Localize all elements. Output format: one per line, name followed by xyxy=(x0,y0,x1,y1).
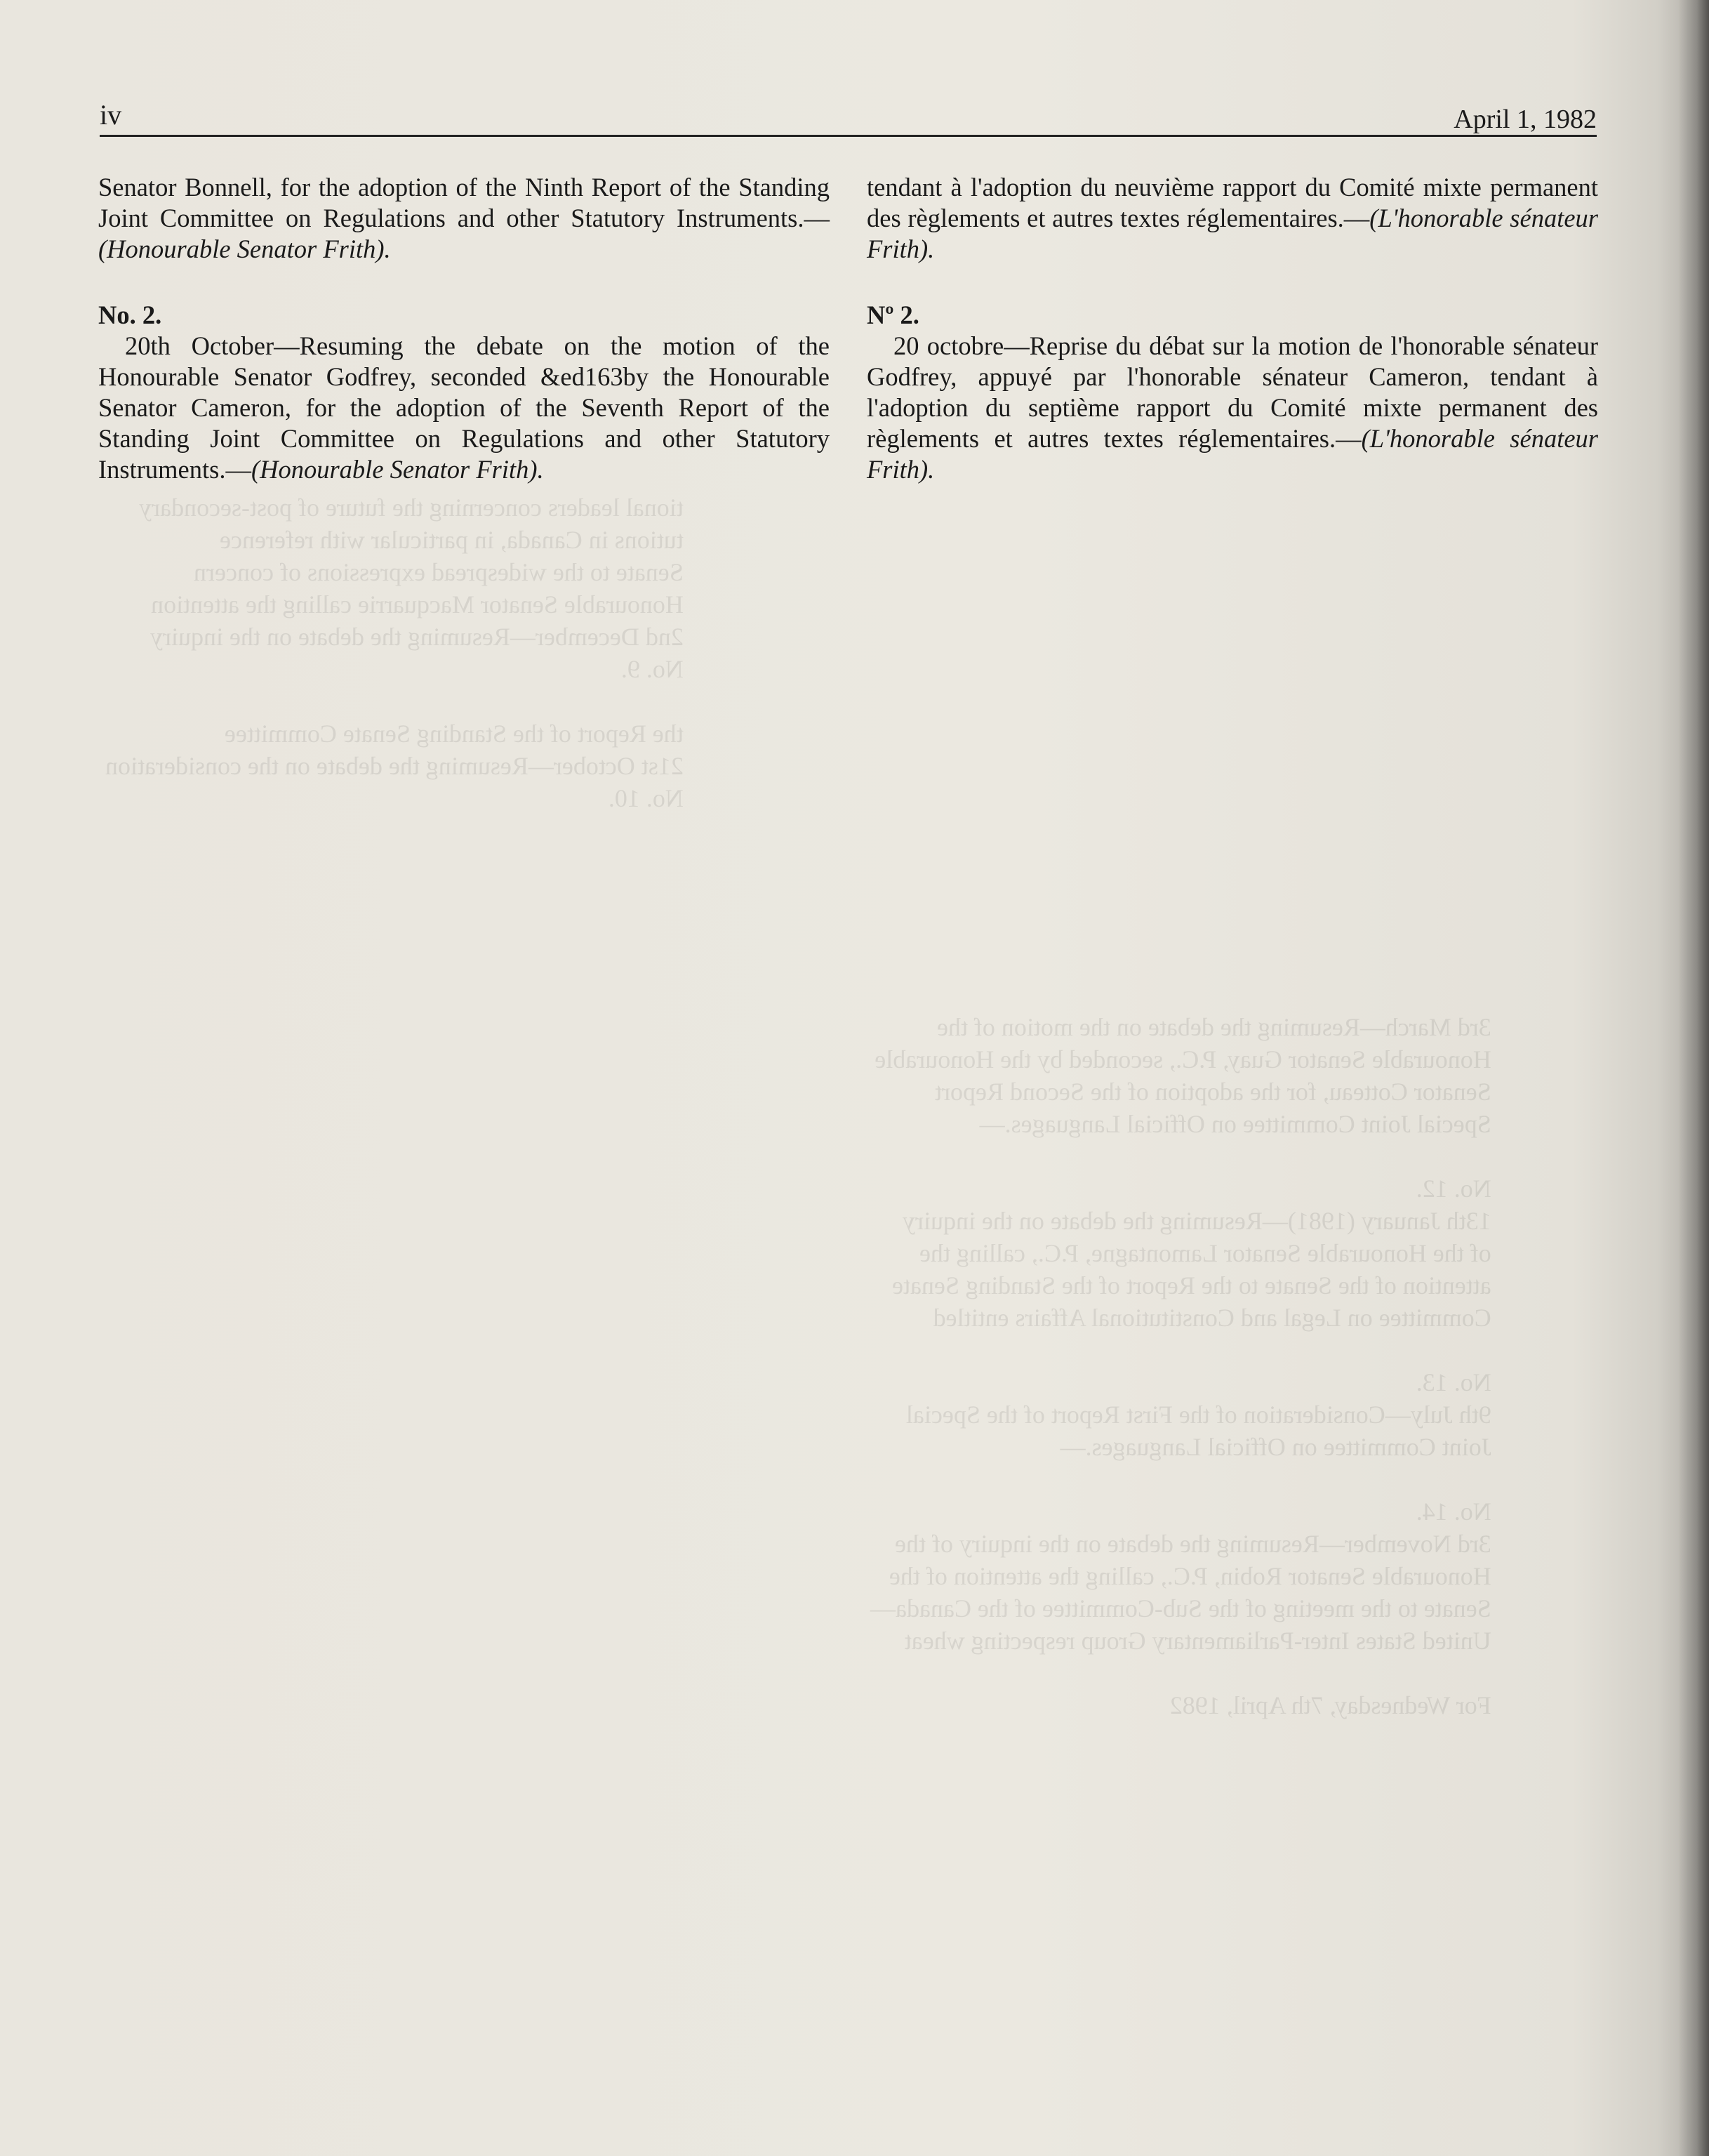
english-item-number: No. 2. xyxy=(98,300,162,329)
french-item-reference: (L'honorable sénateur Frith). xyxy=(867,424,1599,484)
page-date: April 1, 1982 xyxy=(1454,105,1597,134)
french-intro-text: tendant à l'adoption du neuvième rapport du Comité mixte permanent des règlements et autres textes réglementaires.— xyxy=(867,173,1598,232)
page-number: iv xyxy=(100,99,122,131)
english-item-text: 20th October—Resuming the debate on the motion of the Honourable Senator Godfrey, seconded &ed163by the Honourable Senator Cameron, for the adoption of the Seventh Report of the Standing Joint Committee on Regulations and other Statutory Instruments.— xyxy=(98,331,830,484)
english-column xyxy=(98,172,830,485)
english-item-reference: (Honourable Senator Frith). xyxy=(251,455,544,484)
english-intro-text: Senator Bonnell, for the adoption of the Ninth Report of the Standing Joint Committee on Regulations and other Statutory Instruments.— xyxy=(98,173,830,232)
french-item-number: Nº 2. xyxy=(867,300,919,329)
french-intro-reference: (L'honorable sénateur Frith). xyxy=(867,204,1598,263)
french-intro-paragraph xyxy=(867,172,1598,265)
bleed-through-right: 3rd March—Resuming the debate on the motion of the Honourable Senator Guay, P.C., seconded by the Honourable Senator Cotteau, for the adoption of the Second Report Special Joint Committee on Official Languages.— No. 12. 13th January (1981)—Resuming the debate on the inquiry of the Honourable Senator Lamontagne, P.C., calling the attention of the Senate to the Report of the Standing Senate Committee on Legal and Constitutional Affairs entitled No. 13. 9th July—Consideration of the First Report of the Special Joint Committee on Official Languages.— No. 14. 3rd November—Resuming the debate on the inquiry of the Honourable Senator Robin, P.C., calling the attention of the Senate to the meeting of the Sub-Committee of the Canada— United States Inter-Parliamentary Group respecting wheat For Wednesday, 7th April, 1982 xyxy=(870,1013,1491,1719)
english-item-paragraph xyxy=(98,331,830,485)
page-binding-shadow xyxy=(1678,0,1709,2156)
french-item-text: 20 octobre—Reprise du débat sur la motion de l'honorable sénateur Godfrey, appuyé par l'honorable sénateur Cameron, tendant à l'adoption du septième rapport du Comité mixte permanent des règlements et autres textes réglementaires.— xyxy=(867,331,1598,453)
page-header xyxy=(100,98,1597,137)
french-item-paragraph xyxy=(867,331,1598,485)
bleed-through-left: tional leaders concerning the future of post-secondary tutions in Canada, in particular with reference Senate to the widespread expressions of concern Honourable Senator Macquarrie calling the attention 2nd December—Resuming the debate on the inquiry No. 9. the Report of the Standing Senate Committee 21st October—Resuming the debate on the consideration No. 10. xyxy=(105,494,684,812)
english-intro-paragraph xyxy=(98,172,830,265)
english-intro-reference: (Honourable Senator Frith). xyxy=(98,234,391,263)
french-column xyxy=(867,172,1598,485)
